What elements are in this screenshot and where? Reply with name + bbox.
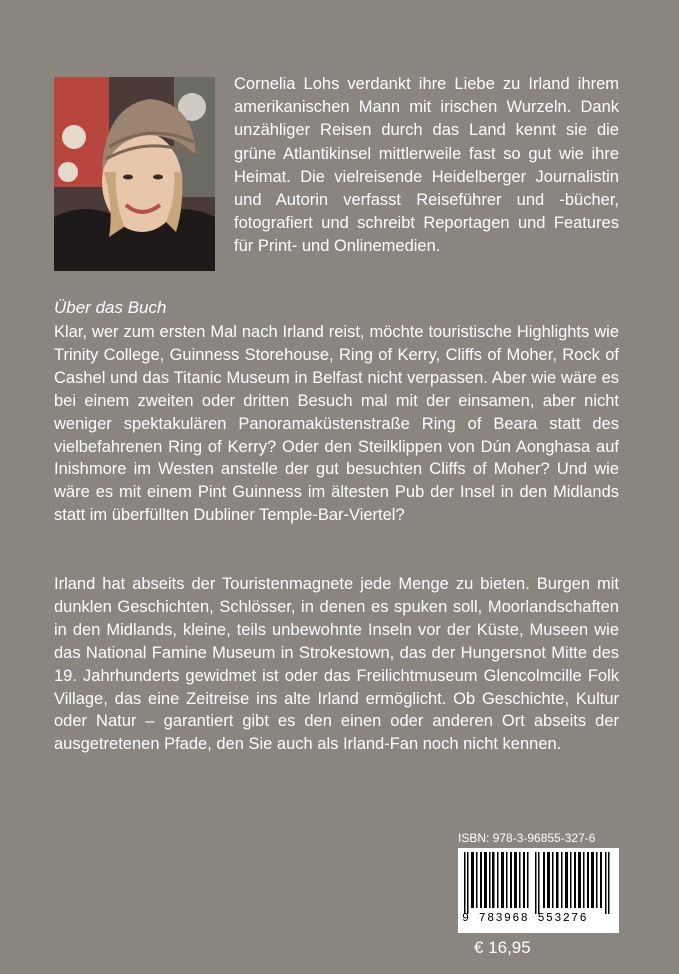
isbn-label: ISBN: 978-3-96855-327-6	[458, 831, 596, 845]
author-bio: Cornelia Lohs verdankt ihre Liebe zu Irland ihrem amerikanischen Mann mit irischen Wurzeln. Dank unzähliger Reisen durch das Land kennt sie die grüne Atlantikinsel mittlerweile fast so gut wie ihre Heimat. Die vielreisende Heidelberger Journalistin und Autorin verfasst Reiseführer und -bücher, fotografiert und schreibt Reportagen und Features für Print- und Onlinemedien.	[234, 75, 619, 256]
about-book-paragraph-2: Irland hat abseits der Touristenmagnete jede Menge zu bieten. Burgen mit dunklen Geschichten, Schlösser, in denen es spuken soll, Moorlandschaften in den Midlands, kleine, teils unbewohnte Inseln vor der Küste, Museen wie das National Famine Museum in Strokestown, das der Hungersnot Mitte des 19. Jahrhunderts gewidmet ist oder das Freilichtmuseum Glencolmcille Folk Village, das eine Zeitreise ins alte Irland ermöglicht. Ob Geschichte, Kultur oder Natur – garantiert gibt es den einen oder anderen Ort abseits der ausgetretenen Pfade, den Sie auch als Irland-Fan noch nicht kennen.	[54, 575, 619, 754]
author-portrait-image	[54, 77, 215, 271]
about-book-title: Über das Buch	[54, 298, 167, 317]
price: € 16,95	[474, 938, 531, 957]
barcode-digits: 9 783968 553276	[462, 912, 589, 925]
author-photo	[54, 77, 215, 271]
about-book-paragraph-1: Klar, wer zum ersten Mal nach Irland reist, möchte touristische Highlights wie Trinity College, Guinness Storehouse, Ring of Kerry, Cliffs of Moher, Rock of Cashel und das Titanic Museum in Belfast nicht verpassen. Aber wie wäre es bei einem zweiten oder dritten Besuch mal mit der einsamen, aber nicht weniger spektakulären Panoramaküstenstraße Ring of Beara statt des vielbefahrenen Ring of Kerry? Oder den Steilklippen von Dún Aonghasa auf Inishmore im Westen anstelle der gut besuchten Cliffs of Moher? Und wie wäre es mit einem Pint Guinness im ältesten Pub der Insel in den Midlands statt im überfüllten Dubliner Temple-Bar-Viertel?	[54, 323, 619, 525]
